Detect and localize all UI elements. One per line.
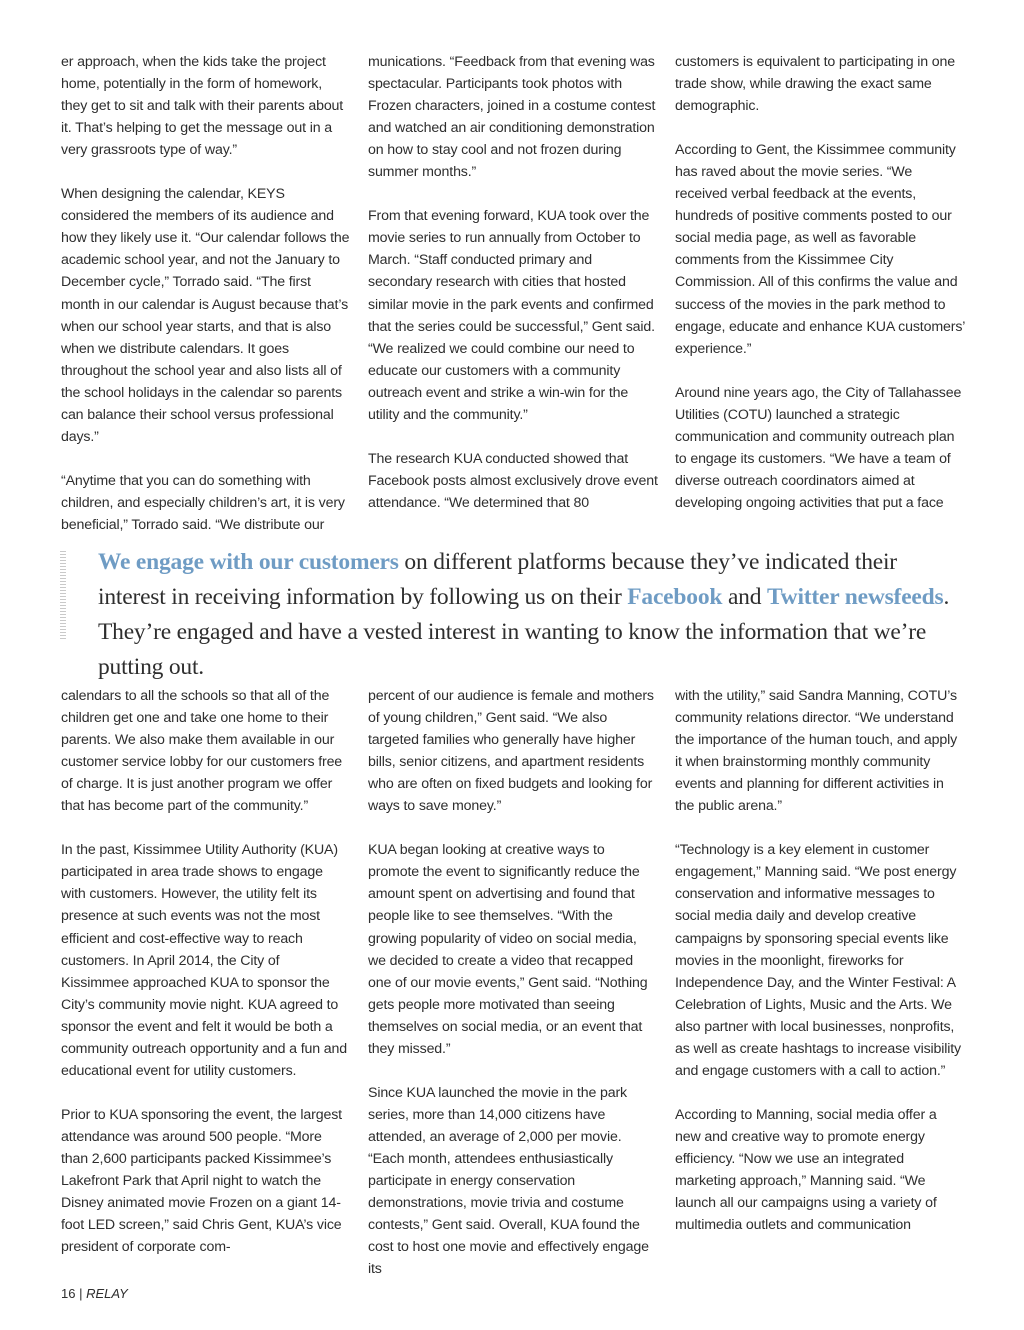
column-2-bottom (368, 685, 658, 1280)
paragraph: When designing the calendar, KEYS considered the members of its audience and how they likely use it. “Our calendar follows the academic school year, and not the January to December cycle,” Torrado said. “The first month in our calendar is August because that’s when our school year starts, and that is also when we distribute calendars. It goes throughout the school year and also lists all of the school holidays in the calendar so parents can balance their school versus professional days.” (61, 186, 350, 445)
paragraph: From that evening forward, KUA took over the movie series to run annually from October to March. “Staff conducted primary and secondary research with cities that hosted similar movie in the park events and confirmed that the series could be successful,” Gent said. “We realized we could combine our need to educate our customers with a community outreach event and strike a win-win for the utility and the community.” (368, 208, 655, 423)
footer-separator: | (79, 1286, 83, 1301)
paragraph: customers is equivalent to participating in one trade show, while drawing the exact same demographic. (675, 54, 956, 115)
paragraph: According to Gent, the Kissimmee community has raved about the movie series. “We received verbal feedback at the events, hundreds of positive comments posted to our social media page, as well as favorable comments from the Kissimmee City Commission. All of this confirms the value and success of the movies in the park method to engage, educate and enhance KUA customers’ experience.” (675, 142, 965, 357)
paragraph: Since KUA launched the movie in the park series, more than 14,000 citizens have attended, an average of 2,000 per movie. “Each month, attendees enthusiastically participate in energy conservation demonstrations, movie trivia and costume contests,” Gent said. Overall, KUA found the cost to host one movie and effectively engage its (368, 1084, 649, 1278)
column-1-top (61, 51, 351, 536)
paragraph: Prior to KUA sponsoring the event, the largest attendance was around 500 people. “More than 2,600 participants packed Kissimmee’s Lakefront Park that April night to watch the Disney animated movie Frozen on a giant 14-foot LED screen,” said Chris Gent, KUA’s vice president of corporate com- (61, 1106, 342, 1256)
column-1-bottom (61, 685, 351, 1258)
column-2-top (368, 51, 658, 514)
pull-quote-highlight: We engage with our customers (98, 549, 399, 575)
column-3-bottom (675, 685, 965, 1236)
paragraph: “Anytime that you can do something with children, and especially children’s art, it is very beneficial,” Torrado said. “We distribute our (61, 472, 345, 533)
paragraph: calendars to all the schools so that all of the children get one and take one home to their parents. We also make them available in our customer service lobby for our customers free of charge. It is just another program we offer that has become part of the community.” (61, 688, 343, 815)
paragraph: KUA began looking at creative ways to promote the event to significantly reduce the amount spent on advertising and found that people like to see themselves. “With the growing popularity of video on social media, we decided to create a video that recapped one of our movie events,” Gent said. “Nothing gets people more motivated than seeing themselves on social media, or an event that they missed.” (368, 842, 648, 1057)
paragraph: percent of our audience is female and mothers of young children,” Gent said. “We also targeted families who generally have higher bills, senior citizens, and apartment residents who are often on fixed budgets and looking for ways to save money.” (368, 688, 654, 815)
paragraph: In the past, Kissimmee Utility Authority (KUA) participated in area trade shows to engage with customers. However, the utility felt its presence at such events was not the most efficient and cost-effective way to reach customers. In April 2014, the City of Kissimmee approached KUA to sponsor the City’s community movie night. KUA agreed to sponsor the event and felt it would be both a community outreach opportunity and a fun and educational event for utility customers. (61, 842, 348, 1079)
page-footer (61, 1286, 128, 1301)
pull-quote-text (98, 545, 960, 685)
paragraph: “Technology is a key element in customer engagement,” Manning said. “We post energy conservation and informative messages to social media daily and develop creative campaigns by sponsoring special events like movies in the moonlight, fireworks for Independence Day, and the Winter Festival: A Celebration of Lights, Music and the Arts. We also partner with local businesses, nonprofits, as well as create hashtags to increase visibility and engage customers with a call to action.” (675, 842, 961, 1079)
pull-quote-highlight-facebook: Facebook (627, 584, 723, 610)
column-3-top (675, 51, 965, 514)
page-number: 16 (61, 1286, 76, 1301)
paragraph: According to Manning, social media offer a new and creative way to promote energy efficiency. “Now we use an integrated marketing approach,” Manning said. “We launch all our campaigns using a variety of multimedia outlets and communication (675, 1106, 937, 1234)
paragraph: er approach, when the kids take the project home, potentially in the form of homework, they get to sit and talk with their parents about it. That’s helping to get the message out in a very grassroots type of way.” (61, 54, 344, 159)
paragraph: Around nine years ago, the City of Tallahassee Utilities (COTU) launched a strategic communication and community outreach plan to engage its customers. “We have a team of diverse outreach coordinators aimed at developing ongoing activities that put a face (675, 384, 962, 511)
pull-quote (60, 545, 960, 680)
pull-quote-highlight-twitter: Twitter newsfeeds (766, 584, 944, 610)
pull-quote-segment: on different platforms because they’ve indicated their interest in receiving information by following us on their (98, 549, 897, 610)
pull-quote-segment: . They’re engaged and have a vested interest in wanting to know the information that we’re putting out. (98, 584, 950, 680)
pull-quote-segment: and (722, 584, 767, 610)
quote-bar-decoration (60, 551, 66, 641)
paragraph: The research KUA conducted showed that Facebook posts almost exclusively drove event attendance. “We determined that 80 (368, 450, 658, 511)
magazine-name: RELAY (86, 1286, 128, 1301)
paragraph: with the utility,” said Sandra Manning, COTU’s community relations director. “We understand the importance of the human touch, and apply it when brainstorming monthly community events and planning for different activities in the public arena.” (675, 688, 958, 815)
paragraph: munications. “Feedback from that evening was spectacular. Participants took photos with Frozen characters, joined in a costume contest and watched an air conditioning demonstration on how to stay cool and not frozen during summer months.” (368, 54, 656, 181)
